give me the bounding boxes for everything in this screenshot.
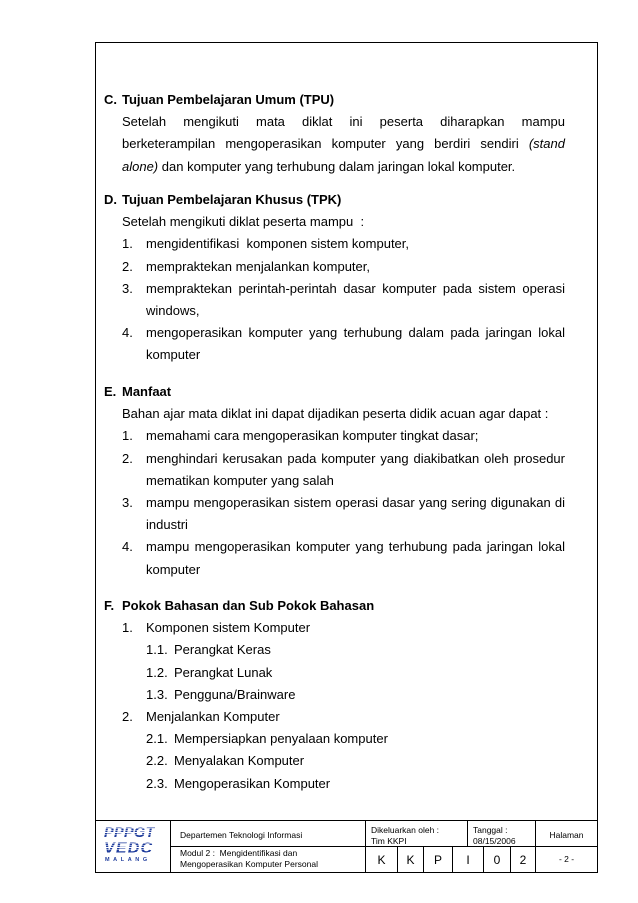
code-char: 2: [519, 852, 527, 867]
topic-title: Komponen sistem Komputer: [146, 620, 311, 636]
paragraph-text: berketerampilan mengoperasikan komputer yang berdiri sendiri: [122, 136, 519, 152]
list-number: 2.: [122, 258, 133, 274]
section-letter: D.: [104, 192, 117, 207]
list-line: komputer: [146, 561, 201, 577]
issued-by-value: Tim KKPI: [371, 835, 407, 846]
list-item: [122, 233, 565, 255]
section-heading: [104, 89, 565, 111]
paragraph-text: dan komputer yang terhubung dalam jaringan lokal komputer.: [161, 158, 516, 174]
list-number: 1.: [122, 428, 133, 444]
subtopic-title: Menyalakan Komputer: [174, 753, 305, 769]
topic-number: 2.: [122, 709, 133, 725]
list-item: [122, 425, 565, 447]
list-line: mengoperasikan komputer yang terhubung dalam pada jaringan lokal: [146, 325, 565, 341]
list-line: mematikan komputer yang salah: [146, 472, 334, 488]
code-cell: [397, 846, 424, 873]
code-char: K: [406, 852, 415, 867]
footer-table: [95, 820, 598, 873]
code-char: P: [433, 852, 442, 867]
list-line: mampu mengoperasikan sistem operasi dasar yang sering digunakan di: [146, 495, 565, 511]
list-text: [146, 448, 565, 492]
list-text: [146, 233, 565, 255]
list-item: [122, 492, 565, 536]
list-text: [146, 425, 565, 447]
list-line: menghindari kerusakan pada komputer yang diakibatkan oleh prosedur: [146, 450, 565, 466]
section-letter: E.: [104, 384, 117, 399]
list-item: [122, 256, 565, 278]
section-paragraph: [104, 111, 565, 178]
module-cell: [170, 846, 366, 873]
list-line: mampu mengoperasikan komputer yang terhubung pada jaringan lokal: [146, 539, 565, 555]
department-cell: [170, 820, 366, 847]
code-char: K: [377, 852, 386, 867]
logo-vedc: VEDC: [104, 840, 154, 857]
section-title: Tujuan Pembelajaran Khusus (TPK): [122, 192, 342, 207]
subtopic-number: 2.3.: [146, 775, 168, 791]
outline-subtopic: [122, 662, 565, 684]
list-text: [146, 278, 565, 322]
list-number: 3.: [122, 495, 133, 511]
subtopic-title: Perangkat Lunak: [174, 664, 273, 680]
list-line: memahami cara mengoperasikan komputer tingkat dasar;: [146, 428, 479, 444]
list-line: komputer: [146, 347, 201, 363]
outline-subtopic: [122, 639, 565, 661]
subtopic-title: Mengoperasikan Komputer: [174, 775, 331, 791]
list-text: [146, 322, 565, 366]
page-number-cell: [535, 846, 598, 873]
paragraph-line: [122, 156, 565, 178]
section-body: [104, 403, 565, 581]
topic-number: 1.: [122, 620, 133, 636]
list-number: 2.: [122, 450, 133, 466]
logo-cell: [95, 820, 171, 873]
date-value: 08/15/2006: [473, 835, 516, 846]
module-title-line: Mengoperasikan Komputer Personal: [180, 858, 318, 869]
list-number: 1.: [122, 236, 133, 252]
section-letter: C.: [104, 92, 117, 107]
section-title: Pokok Bahasan dan Sub Pokok Bahasan: [122, 598, 375, 613]
code-cell: [365, 846, 398, 873]
italic-term: alone): [122, 158, 159, 174]
subtopic-title: Pengguna/Brainware: [174, 686, 296, 702]
date-cell: [467, 820, 536, 847]
list-number: 4.: [122, 539, 133, 555]
topic-title: Menjalankan Komputer: [146, 709, 280, 725]
list-intro: Setelah mengikuti diklat peserta mampu :: [122, 214, 365, 230]
subtopic-number: 1.1.: [146, 642, 168, 658]
outline-topic: [122, 706, 565, 728]
issued-by-label: Dikeluarkan oleh :: [371, 825, 440, 835]
list-number: 4.: [122, 325, 133, 341]
list-text: [146, 256, 565, 278]
list-number: 3.: [122, 280, 133, 296]
subtopic-number: 2.1.: [146, 731, 168, 747]
code-char: 0: [493, 852, 501, 867]
list-item: [122, 322, 565, 366]
list-text: [146, 492, 565, 536]
section-heading: [104, 381, 565, 403]
paragraph-text: Setelah mengikuti mata diklat ini peserta diharapkan mampu: [122, 114, 565, 130]
section-manfaat: [104, 381, 565, 581]
section-tpk: [104, 189, 565, 367]
subtopic-number: 1.3.: [146, 686, 168, 702]
section-heading: [104, 189, 565, 211]
module-title-line: Modul 2 : Mengidentifikasi dan: [180, 848, 298, 858]
issued-by-cell: [365, 820, 468, 847]
list-item: [122, 536, 565, 580]
section-title: Tujuan Pembelajaran Umum (TPU): [122, 92, 335, 107]
italic-term: (stand: [528, 136, 565, 152]
logo-pppgt: PPPGT: [104, 825, 155, 841]
list-line: industri: [146, 517, 188, 533]
date-label: Tanggal :: [473, 825, 508, 835]
page-number: - 2 -: [558, 854, 575, 865]
page-label: Halaman: [549, 829, 584, 840]
logo-malang: MALANG: [105, 857, 151, 863]
list-intro: Bahan ajar mata diklat ini dapat dijadikan peserta didik acuan agar dapat :: [122, 406, 549, 422]
list-line: mempraktekan perintah-perintah dasar komputer pada sistem operasi: [146, 280, 565, 296]
subtopic-title: Perangkat Keras: [174, 642, 271, 658]
outline-topic: [122, 617, 565, 639]
section-heading: [104, 595, 565, 617]
code-cell: [423, 846, 453, 873]
department-name: Departemen Teknologi Informasi: [180, 829, 303, 840]
code-cell: [452, 846, 484, 873]
list-line: windows,: [146, 303, 200, 319]
section-title: Manfaat: [122, 384, 172, 399]
list-item: [122, 448, 565, 492]
outline-subtopic: [122, 773, 565, 795]
paragraph-line: [122, 133, 565, 155]
list-text: [146, 536, 565, 580]
code-cell: [483, 846, 511, 873]
outline-subtopic: [122, 728, 565, 750]
subtopic-number: 2.2.: [146, 753, 168, 769]
section-body: [104, 211, 565, 366]
code-cell: [510, 846, 536, 873]
list-item: [122, 278, 565, 322]
outline-subtopic: [122, 750, 565, 772]
section-letter: F.: [104, 598, 115, 613]
paragraph-line: [122, 111, 565, 133]
section-pokok-bahasan: [104, 595, 565, 795]
subtopic-number: 1.2.: [146, 664, 168, 680]
list-line: mempraktekan menjalankan komputer,: [146, 258, 371, 274]
list-line: mengidentifikasi komponen sistem komputer,: [146, 236, 410, 252]
code-char: I: [466, 852, 470, 867]
outline: [104, 617, 565, 795]
subtopic-title: Mempersiapkan penyalaan komputer: [174, 731, 388, 747]
outline-subtopic: [122, 684, 565, 706]
section-tpu: [104, 89, 565, 178]
page-label-cell: [535, 820, 598, 847]
